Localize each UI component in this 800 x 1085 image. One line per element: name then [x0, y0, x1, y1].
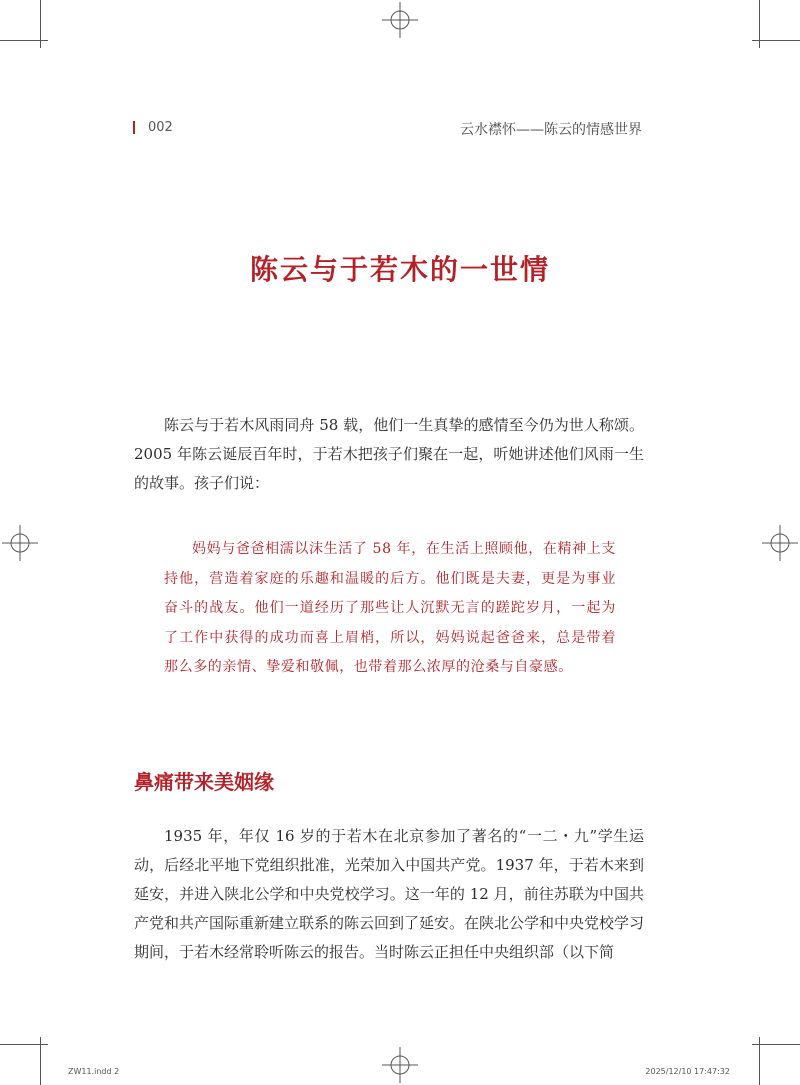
crop-mark-top-right-horizontal	[752, 40, 800, 41]
page-number: 002	[148, 120, 173, 135]
print-timestamp: 2025/12/10 17:47:32	[645, 1067, 730, 1076]
crop-mark-bottom-left-horizontal	[0, 1044, 48, 1045]
registration-mark-left-icon	[2, 525, 38, 561]
registration-mark-top-icon	[382, 2, 418, 38]
crop-mark-bottom-right-horizontal	[752, 1044, 800, 1045]
section-heading: 鼻痛带来美姻缘	[134, 770, 274, 794]
section-paragraph: 1935 年，年仅 16 岁的于若木在北京参加了著名的“一二・九”学生运动，后经北平地下党组织批准，光荣加入中国共产党。1937 年，于若木来到延安，并进入陕北公学和中央党校学习。这一年的 12 月，前往苏联为中国共产党和共产国际重新建立联系的陈云回到了延安。在陕北公学和中央党校学习期间，于若木经常聆听陈云的报告。当时陈云正担任中央组织部（以下简	[134, 827, 645, 961]
crop-mark-top-left-horizontal	[0, 40, 48, 41]
children-quote: 妈妈与爸爸相濡以沫生活了 58 年，在生活上照顾他，在精神上支持他，营造着家庭的乐趣和温暖的后方。他们既是夫妻，更是为事业奋斗的战友。他们一道经历了那些让人沉默无言的蹉跎岁月，一起为了工作中获得的成功而喜上眉梢，所以，妈妈说起爸爸来，总是带着那么多的亲情、挚爱和敬佩，也带着那么浓厚的沧桑与自豪感。	[164, 541, 616, 675]
chapter-title: 陈云与于若木的一世情	[249, 253, 550, 286]
header-accent-bar	[133, 121, 135, 134]
running-head: 云水襟怀——陈云的情感世界	[460, 122, 642, 138]
intro-paragraph: 陈云与于若木风雨同舟 58 载，他们一生真挚的感情至今仍为世人称颂。2005 年陈云诞辰百年时，于若木把孩子们聚在一起，听她讲述他们风雨一生的故事。孩子们说：	[134, 416, 644, 492]
registration-mark-right-icon	[762, 525, 798, 561]
file-slug: ZW11.indd 2	[68, 1067, 120, 1076]
registration-mark-bottom-icon	[382, 1047, 418, 1083]
